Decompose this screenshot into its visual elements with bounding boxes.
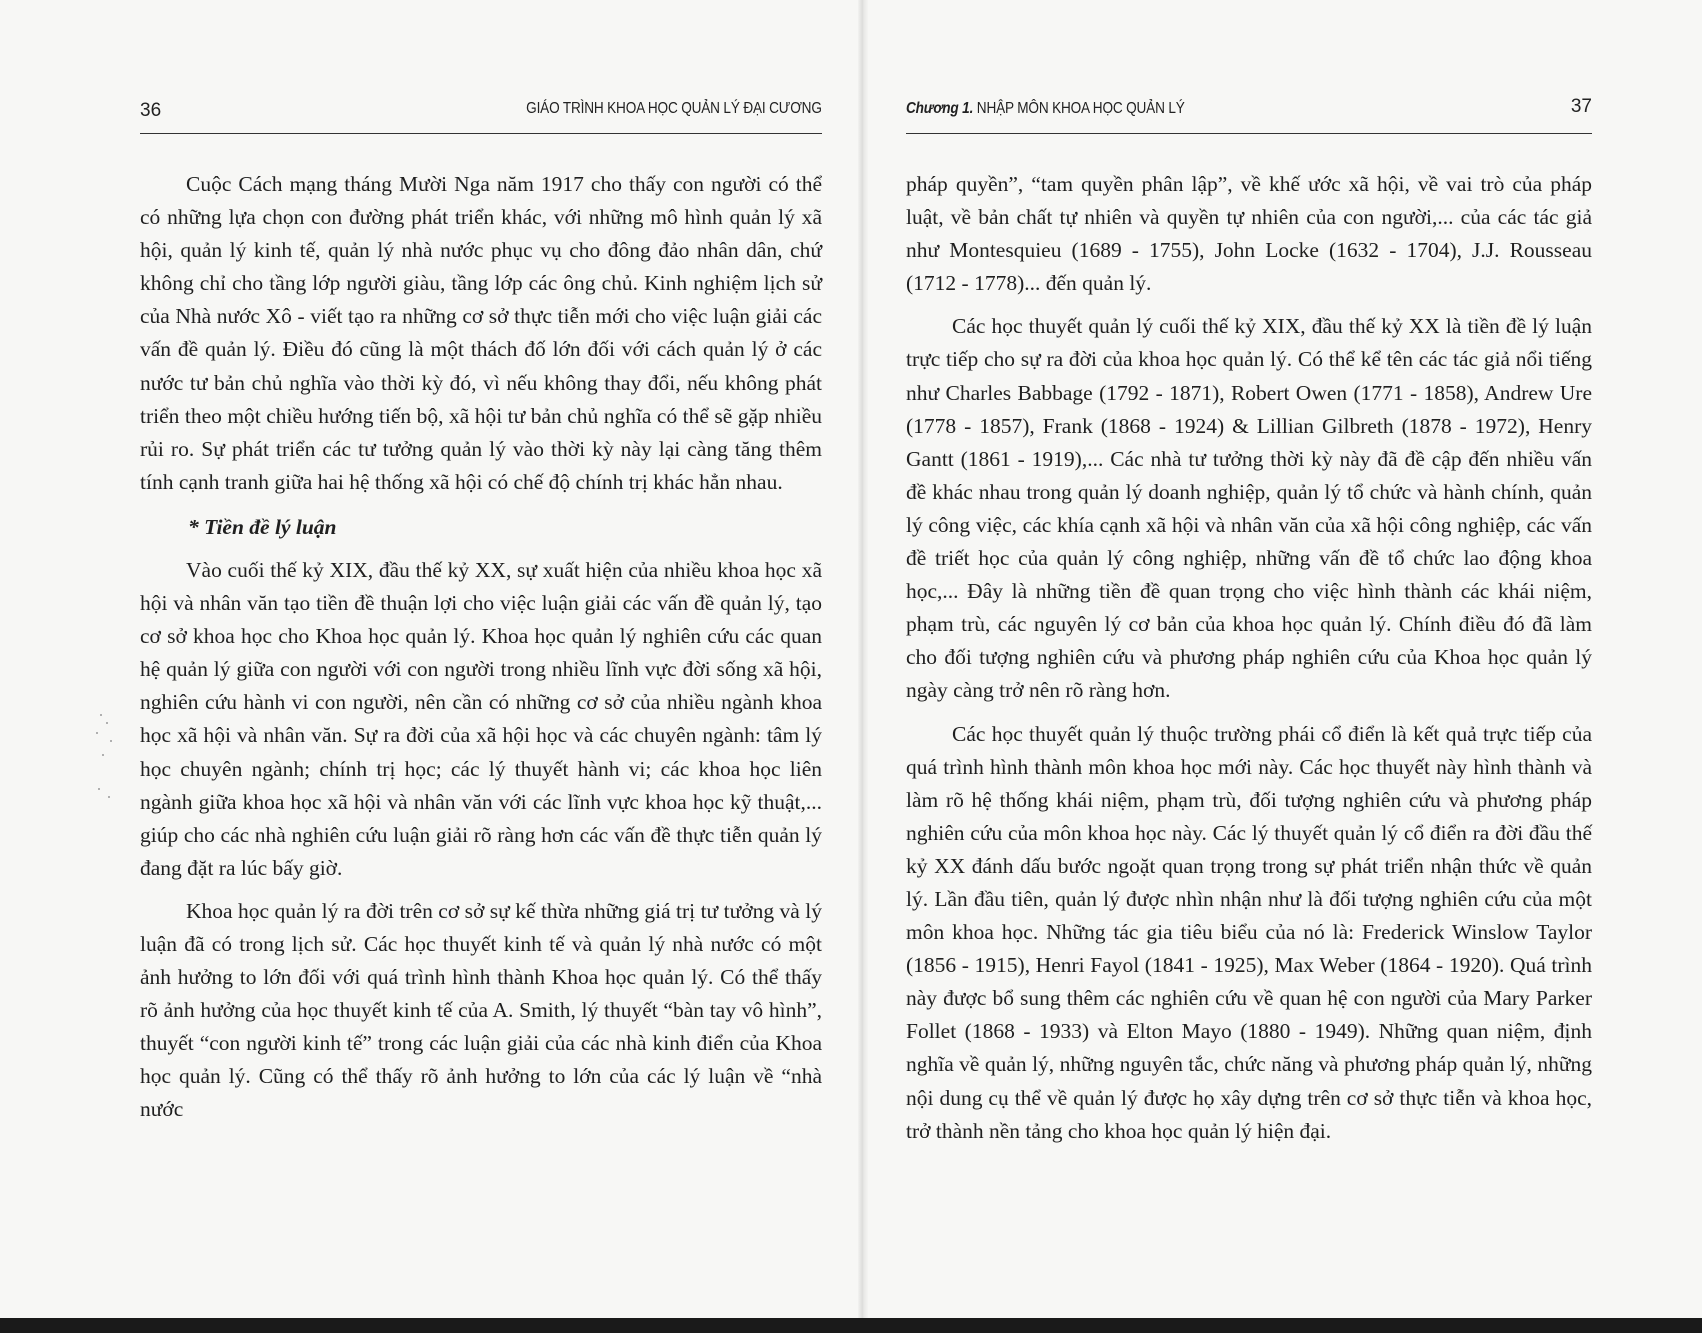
body-paragraph: Các học thuyết quản lý cuối thế kỷ XIX, đầu thế kỷ XX là tiền đề lý luận trực tiếp cho sự ra đời của khoa học quản lý. Có thể kể tên các tác giả nổi tiếng như Charles Babbage (1792 - 1871), Robert Owen (1771 - 1858), Andrew Ure (1778 - 1857), Frank (1868 - 1924) & Lillian Gilbreth (1878 - 1972), Henry Gantt (1861 - 1919),... Các nhà tư tưởng thời kỳ này đã đề cập đến nhiều vấn đề khác nhau trong quản lý doanh nghiệp, quản lý tổ chức và hành chính, quản lý công việc, các khía cạnh xã hội và nhân văn của xã hội công nghiệp, các vấn đề triết học của quản lý công nghiệp, những vấn đề tổ chức lao động khoa học,... Đây là những tiền đề quan trọng cho việc hình thành các khái niệm, phạm trù, các nguyên lý cơ bản của khoa học quản lý. Chính điều đó đã làm cho đối tượng nghiên cứu và phương pháp nghiên cứu của Khoa học quản lý ngày càng trở nên rõ ràng hơn. [906, 314, 1592, 703]
book-gutter [858, 0, 868, 1318]
page-number: 37 [1570, 96, 1592, 117]
body-paragraph: pháp quyền”, “tam quyền phân lập”, về khế ước xã hội, về vai trò của pháp luật, về bản chất tự nhiên và quyền tự nhiên của con người,... của các tác giả như Montesquieu (1689 - 1755), John Locke (1632 - 1704), J.J. Rousseau (1712 - 1778)... đến quản lý. [906, 172, 1592, 296]
body-paragraph: Các học thuyết quản lý thuộc trường phái cổ điển là kết quả trực tiếp của quá trình hình thành môn khoa học mới này. Các học thuyết này hình thành và làm rõ hệ thống khái niệm, phạm trù, đối tượng nghiên cứu và phương pháp nghiên cứu của môn khoa học này. Các lý thuyết quản lý cổ điển ra đời đầu thế kỷ XX đánh dấu bước ngoặt quan trọng trong sự phát triển nhận thức về quản lý. Lần đầu tiên, quản lý được nhìn nhận như là đối tượng nghiên cứu của một môn khoa học. Những tác gia tiêu biểu của nó là: Frederick Winslow Taylor (1856 - 1915), Henri Fayol (1841 - 1925), Max Weber (1864 - 1920). Quá trình này được bổ sung thêm các nghiên cứu về quan hệ con người của Mary Parker Follet (1868 - 1933) và Elton Mayo (1880 - 1949). Những quan niệm, định nghĩa về quản lý, những nguyên tắc, chức năng và phương pháp quản lý, những nội dung cụ thể về quản lý được họ xây dựng trên cơ sở thực tiễn và khoa học, trở thành nền tảng cho khoa học quản lý hiện đại. [906, 721, 1592, 1143]
running-title: GIÁO TRÌNH KHOA HỌC QUẢN LÝ ĐẠI CƯƠNG [526, 100, 822, 117]
chapter-name: NHẬP MÔN KHOA HỌC QUẢN LÝ [976, 100, 1185, 117]
header-rule [906, 133, 1592, 134]
left-page-body [140, 168, 822, 1137]
page-number: 36 [140, 100, 162, 121]
left-page-header [140, 96, 822, 126]
body-paragraph: Vào cuối thế kỷ XIX, đầu thế kỷ XX, sự xuất hiện của nhiều khoa học xã hội và nhân văn tạo tiền đề thuận lợi cho việc luận giải các vấn đề quản lý, tạo cơ sở khoa học cho Khoa học quản lý. Khoa học quản lý nghiên cứu các quan hệ quản lý giữa con người với con người trong nhiều lĩnh vực đời sống xã hội, nghiên cứu hành vi con người, nên cần có những cơ sở của nhiều ngành khoa học xã hội và nhân văn. Sự ra đời của xã hội học và các chuyên ngành: tâm lý học chuyên ngành; chính trị học; các lý thuyết hành vi; các khoa học liên ngành giữa khoa học xã hội và nhân văn với các lĩnh vực khoa học kỹ thuật,... giúp cho các nhà nghiên cứu luận giải rõ ràng hơn các vấn đề thực tiễn quản lý đang đặt ra lúc bấy giờ. [140, 557, 822, 880]
scan-noise [92, 710, 132, 830]
chapter-title [906, 100, 1185, 118]
right-page-body [906, 168, 1592, 1158]
right-page-header [906, 96, 1592, 126]
body-paragraph: Khoa học quản lý ra đời trên cơ sở sự kế thừa những giá trị tư tưởng và lý luận đã có trong lịch sử. Các học thuyết kinh tế và quản lý nhà nước có một ảnh hưởng to lớn đối với quá trình hình thành Khoa học quản lý. Có thể thấy rõ ảnh hưởng của học thuyết kinh tế của A. Smith, lý thuyết “bàn tay vô hình”, thuyết “con người kinh tế” trong các luận giải của các nhà kinh điển của Khoa học quản lý. Cũng có thể thấy rõ ảnh hưởng to lớn của các lý luận về “nhà nước [140, 898, 822, 1122]
body-paragraph: Cuộc Cách mạng tháng Mười Nga năm 1917 cho thấy con người có thể có những lựa chọn con đường phát triển khác, với những mô hình quản lý xã hội, quản lý kinh tế, quản lý nhà nước phục vụ cho đông đảo nhân dân, chứ không chỉ cho tầng lớp người giàu, tầng lớp các ông chủ. Kinh nghiệm lịch sử của Nhà nước Xô - viết tạo ra những cơ sở thực tiễn mới cho việc luận giải các vấn đề quản lý. Điều đó cũng là một thách đố lớn đối với cách quản lý ở các nước tư bản chủ nghĩa vào thời kỳ đó, vì nếu không thay đổi, nếu không phát triển theo một chiều hướng tiến bộ, xã hội tư bản chủ nghĩa có thể sẽ gặp nhiều rủi ro. Sự phát triển các tư tưởng quản lý vào thời kỳ này lại càng tăng thêm tính cạnh tranh giữa hai hệ thống xã hội có chế độ chính trị khác hẳn nhau. [140, 172, 822, 494]
section-subheading: * Tiền đề lý luận [188, 514, 337, 539]
chapter-label: Chương 1. [906, 100, 974, 117]
scan-bottom-edge [0, 1318, 1702, 1333]
header-rule [140, 133, 822, 134]
